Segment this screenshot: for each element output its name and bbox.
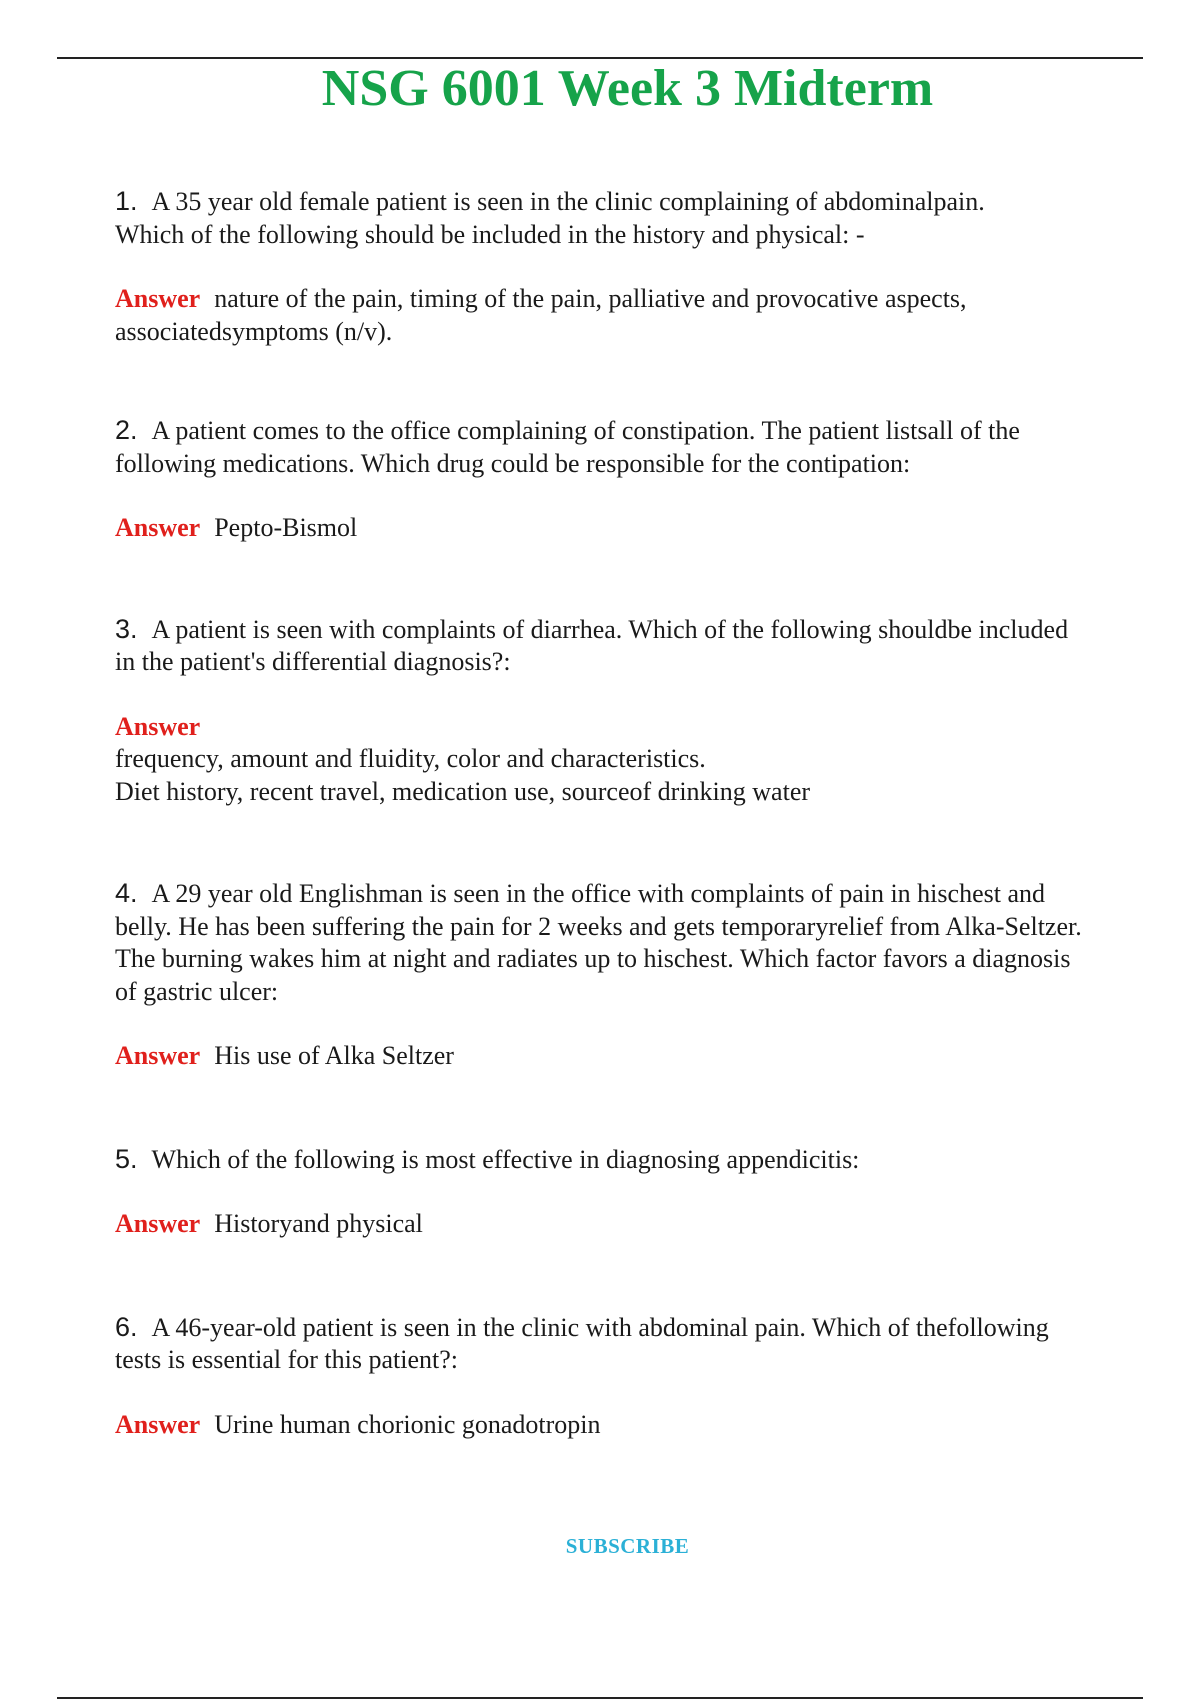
answer-label: Answer [115, 711, 201, 741]
question-2-number: 2. [115, 415, 138, 445]
question-1-text [115, 185, 1140, 251]
question-4-number: 4. [115, 878, 138, 908]
question-1-line-1: A 35 year old female patient is seen in the clinic complaining of abdominalpain. [151, 187, 985, 216]
question-3 [115, 613, 1140, 809]
question-4-line-4: of gastric ulcer: [115, 976, 279, 1006]
question-3-answer-line-2: Diet history, recent travel, medication use, sourceof drinking water [115, 776, 811, 806]
answer-label: Answer [115, 513, 201, 542]
question-list [115, 185, 1140, 1441]
question-5-line-1: Which of the following is most effective in diagnosing appendicitis: [151, 1144, 860, 1174]
question-6-answer-inline: Urine human chorionic gonadotropin [214, 1409, 601, 1439]
question-3-answer-line-1: frequency, amount and fluidity, color and characteristics. [115, 744, 706, 773]
question-1-answer-inline: nature of the pain, timing of the pain, palliative and provocative aspects, [214, 284, 967, 313]
answer-label: Answer [115, 1041, 201, 1070]
question-3-number: 3. [115, 613, 138, 644]
question-2 [115, 414, 1140, 545]
question-4-text [115, 877, 1140, 1008]
answer-label: Answer [115, 1409, 201, 1439]
page-title: NSG 6001 Week 3 Midterm [321, 60, 934, 117]
answer-label: Answer [115, 284, 201, 313]
question-4-answer [115, 1040, 1140, 1073]
question-1-number: 1. [115, 186, 138, 216]
question-1-answer-line-1: associatedsymptoms (n/v). [115, 316, 393, 346]
question-5-answer-inline: Historyand physical [214, 1209, 423, 1238]
question-2-answer-inline: Pepto-Bismol [214, 513, 358, 542]
bottom-divider [57, 1697, 1143, 1699]
question-3-line-1: A patient is seen with complaints of diarrhea. Which of the following shouldbe included [151, 614, 1069, 644]
question-3-text [115, 613, 1140, 679]
question-6 [115, 1311, 1140, 1442]
question-4-line-2: belly. He has been suffering the pain for 2 weeks and gets temporaryrelief from Alka-Seltzer. [115, 911, 1082, 941]
question-4 [115, 877, 1140, 1073]
question-5-answer [115, 1208, 1140, 1241]
subscribe-link[interactable]: SUBSCRIBE [565, 1534, 690, 1558]
question-6-number: 6. [115, 1311, 138, 1342]
question-1 [115, 185, 1140, 348]
question-3-answer [115, 711, 1140, 809]
question-6-text [115, 1311, 1140, 1377]
question-4-answer-inline: His use of Alka Seltzer [214, 1041, 454, 1070]
question-4-line-3: The burning wakes him at night and radiates up to hischest. Which factor favors a diagnosis [115, 944, 1071, 973]
question-4-line-1: A 29 year old Englishman is seen in the office with complaints of pain in hischest and [151, 879, 1045, 908]
question-2-line-2: following medications. Which drug could be responsible for the contipation: [115, 448, 911, 478]
question-6-line-2: tests is essential for this patient?: [115, 1345, 458, 1374]
question-1-answer [115, 283, 1140, 348]
question-6-answer [115, 1409, 1140, 1442]
question-5 [115, 1143, 1140, 1241]
question-2-answer [115, 512, 1140, 545]
question-6-line-1: A 46-year-old patient is seen in the clinic with abdominal pain. Which of thefollowing [151, 1312, 1049, 1342]
question-2-text [115, 414, 1140, 480]
question-5-text [115, 1143, 1140, 1177]
answer-label: Answer [115, 1209, 201, 1238]
question-5-number: 5. [115, 1143, 138, 1174]
question-2-line-1: A patient comes to the office complaining of constipation. The patient listsall of the [151, 416, 1020, 445]
question-1-line-2: Which of the following should be included in the history and physical: - [115, 219, 865, 249]
question-3-line-2: in the patient's differential diagnosis?: [115, 647, 511, 676]
